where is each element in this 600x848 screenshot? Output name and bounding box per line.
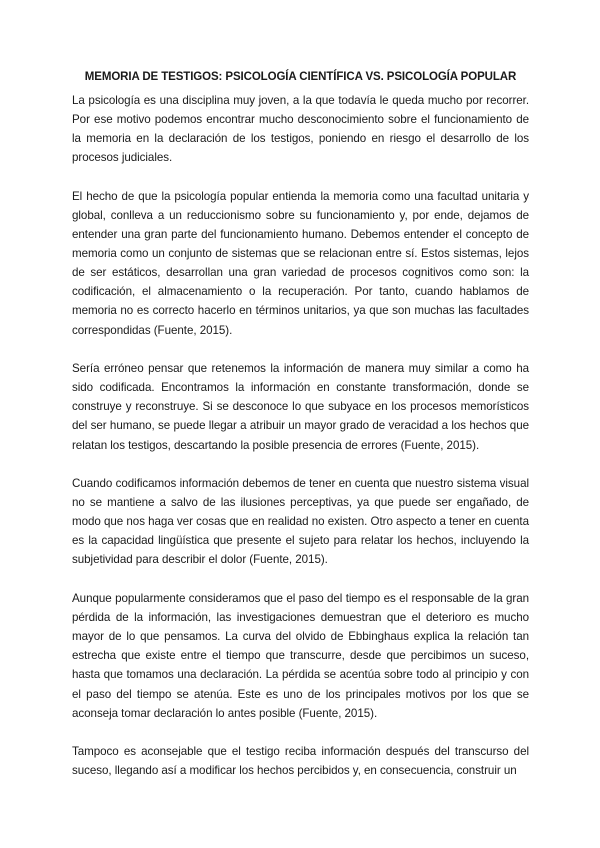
paragraph-post-event-information: Tampoco es aconsejable que el testigo reciba información después del transcurso del suceso, llegando así a modificar los hechos percibidos y, en consecuencia, construir un [72, 745, 529, 778]
document-title: MEMORIA DE TESTIGOS: PSICOLOGÍA CIENTÍFICA VS. PSICOLOGÍA POPULAR [84, 71, 517, 83]
paragraph-information-transformation: Sería erróneo pensar que retenemos la información de manera muy similar a como ha sido codificada. Encontramos la información en constante transformación, donde se construye y reconstruye. Si se desconoce lo que subyace en los procesos memorísticos del ser humano, se puede llegar a atribuir un mayor grado de veracidad a los hechos que relatan los testigos, descartando la posible presencia de errores (Fuente, 2015). [72, 362, 529, 452]
paragraph-perceptual-illusions: Cuando codificamos información debemos de tener en cuenta que nuestro sistema visual no se mantiene a salvo de las ilusiones perceptivas, ya que puede ser engañado, de modo que nos haga ver cosas que en realidad no existen. Otro aspecto a tener en cuenta es la capacidad lingüística que presente el sujeto para relatar los hechos, incluyendo la subjetividad para describir el dolor (Fuente, 2015). [72, 477, 529, 567]
paragraph-memory-systems: El hecho de que la psicología popular entienda la memoria como una facultad unitaria y global, conlleva a un reduccionismo sobre su funcionamiento y, por ende, dejamos de entender una gran parte del funcionamiento humano. Debemos entender el concepto de memoria como un conjunto de sistemas que se relacionan entre sí. Estos sistemas, lejos de ser estáticos, desarrollan una gran variedad de procesos cognitivos como son: la codificación, el almacenamiento o la recuperación. Por tanto, cuando hablamos de memoria no es correcto hacerlo en términos unitarios, ya que son muchas las facultades correspondidas (Fuente, 2015). [72, 189, 529, 337]
paragraph-intro: La psicología es una disciplina muy joven, a la que todavía le queda mucho por recorrer. Por ese motivo podemos encontrar mucho desconocimiento sobre el funcionamiento de la memoria en la declaración de los testigos, poniendo en riesgo el desarrollo de los procesos judiciales. [72, 94, 529, 165]
paragraph-forgetting-curve: Aunque popularmente consideramos que el paso del tiempo es el responsable de la gran pérdida de la información, las investigaciones demuestran que el deterioro es mucho mayor de lo que pensamos. La curva del olvido de Ebbinghaus explica la relación tan estrecha que existe entre el tiempo que transcurre, desde que percibimos un suceso, hasta que tomamos una declaración. La pérdida se acentúa sobre todo al principio y con el paso del tiempo se atenúa. Este es uno de los principales motivos por los que se aconseja tomar declaración lo antes posible (Fuente, 2015). [72, 592, 529, 720]
document-page [72, 68, 529, 800]
